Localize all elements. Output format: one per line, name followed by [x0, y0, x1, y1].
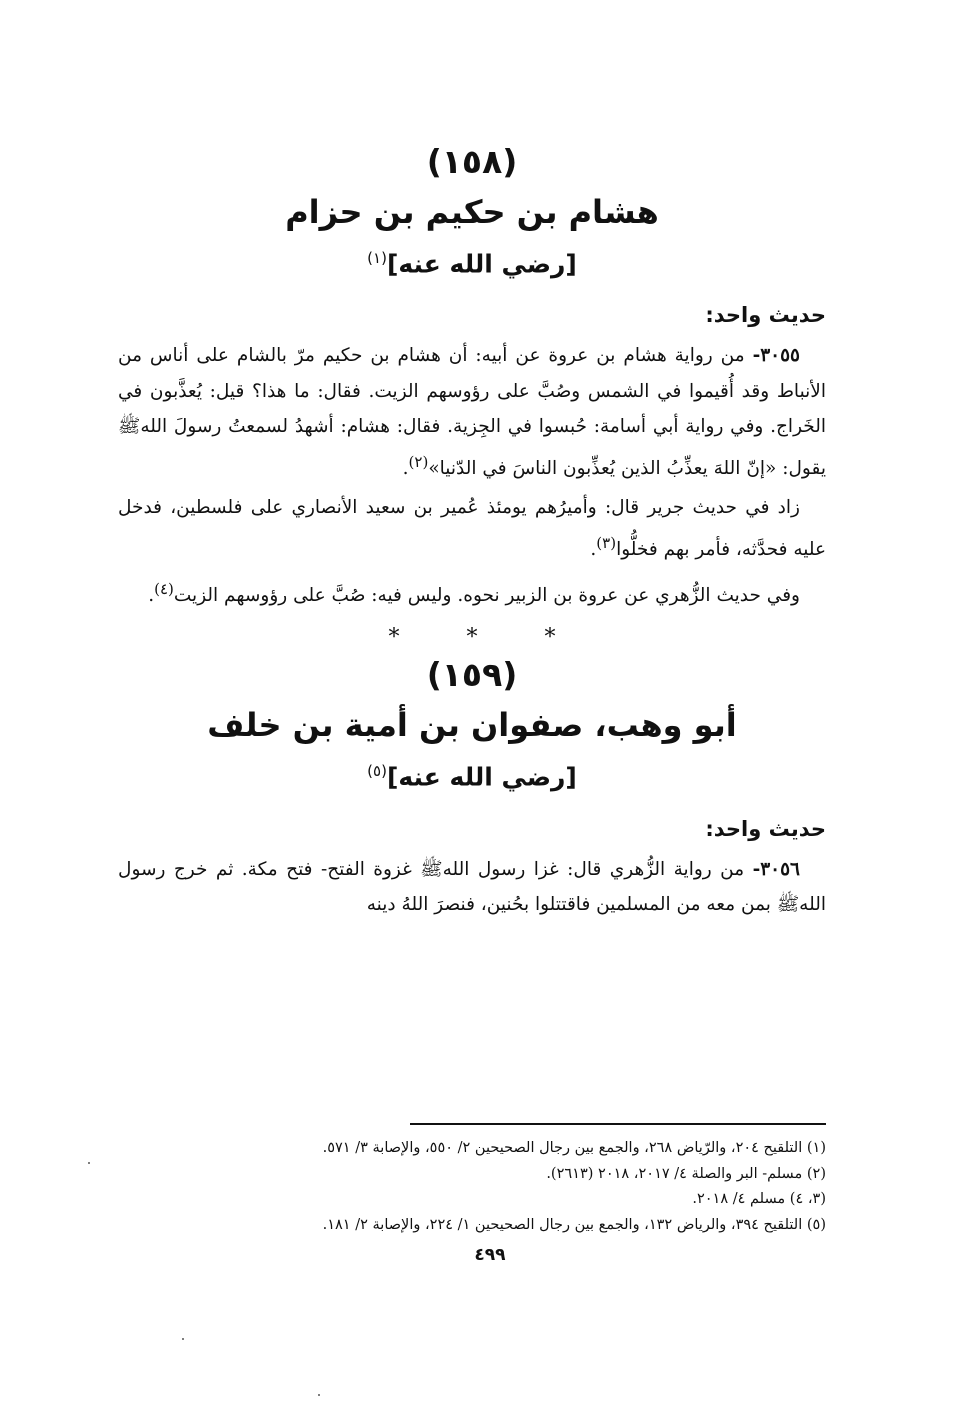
section-separator: * * * — [388, 625, 586, 651]
paragraph-end: . — [590, 539, 597, 561]
paragraph-end: . — [148, 584, 155, 606]
hadith-paragraph — [118, 490, 826, 567]
section-number: (١٥٨) — [426, 142, 518, 181]
hadith-count-label: حديث واحد: — [705, 816, 826, 841]
footnote-divider — [410, 1123, 826, 1125]
honorific-text: [رضي الله عنه] — [386, 762, 577, 792]
footnote-reference: (٣) — [596, 533, 617, 552]
footnote-item: (٥) التلقيح ٣٩٤، والرياض ١٣٢، والجمع بين رجال الصحيحين ١/ ٢٢٤، والإصابة ٢/ ١٨١. — [322, 1216, 826, 1233]
hadith-text: وفي حديث الزُّهري عن عروة بن الزبير نحوه. وليس فيه: صُبَّ على رؤوسهم الزيت — [173, 584, 800, 606]
footnote-item: (٢) مسلم- البر والصلة ٤/ ٢٠١٧، ٢٠١٨ (٢٦١٣). — [546, 1165, 826, 1182]
hadith-paragraph — [118, 852, 826, 923]
footnote-reference: (٤) — [154, 579, 174, 598]
honorific-text: [رضي الله عنه] — [386, 249, 577, 279]
section-honorific — [118, 238, 826, 284]
footnote-item: (٣، ٤) مسلم ٤/ ٢٠١٨. — [692, 1191, 826, 1207]
hadith-count-label: حديث واحد: — [705, 303, 826, 328]
footnote-item: (١) التلقيح ٢٠٤، والرّياض ٢٦٨، والجمع بين رجال الصحيحين ٢/ ٥٥٠، والإصابة ٣/ ٥٧١. — [322, 1140, 826, 1156]
hadith-number: ٣٠٥٦- — [752, 858, 800, 880]
footnotes — [200, 1136, 826, 1238]
page-body — [118, 140, 826, 923]
footnote-reference: (١) — [367, 249, 387, 267]
section-honorific — [118, 751, 826, 797]
footnote-reference: (٢) — [408, 452, 429, 471]
hadith-text: من رواية الزُّهري قال: غزا رسول اللهﷺ غزوة الفتح- فتح مكة. ثم خرج رسول اللهﷺ بمن معه من المسلمين فاقتتلوا بحُنين، فنصرَ اللهُ دينه — [118, 858, 826, 916]
page-number: ٤٩٩ — [474, 1245, 506, 1265]
section-title: أبو وهب، صفوان بن أمية بن خلف — [207, 706, 737, 745]
scan-speck — [182, 1338, 184, 1340]
scan-speck — [318, 1394, 320, 1396]
hadith-paragraph — [118, 572, 826, 614]
hadith-text: زاد في حديث جرير قال: وأميرُهم يومئذ عُمير بن سعيد الأنصاري على فلسطين، فدخل عليه فحدَّثه، فأمر بهم فخلُّوا — [118, 497, 826, 561]
scan-speck — [88, 1162, 90, 1164]
hadith-paragraph — [118, 338, 826, 486]
section-block — [118, 653, 826, 922]
section-number: (١٥٩) — [426, 655, 518, 695]
hadith-text: من رواية هشام بن عروة عن أبيه: أن هشام بن حكيم مرّ بالشام على أناس من الأنباط وقد أُقيموا في الشمس وصُبَّ على رؤوسهم الزيت. فقال: ما هذا؟ قيل: يُعذَّبون في الخَراج. وفي رواية أبي أسامة: حُبسوا في الجِزية. فقال: هشام: أشهدُ لسمعتُ رسولَ اللهﷺ يقول: «إنّ اللهَ يعذِّبُ الذين يُعذِّبون الناسَ في الدّنيا» — [118, 345, 826, 479]
footnote-reference: (٥) — [367, 762, 387, 781]
section-block — [118, 140, 826, 613]
section-title: هشام بن حكيم بن حزام — [285, 193, 659, 231]
paragraph-end: . — [402, 457, 409, 479]
hadith-number: ٣٠٥٥- — [752, 345, 800, 367]
